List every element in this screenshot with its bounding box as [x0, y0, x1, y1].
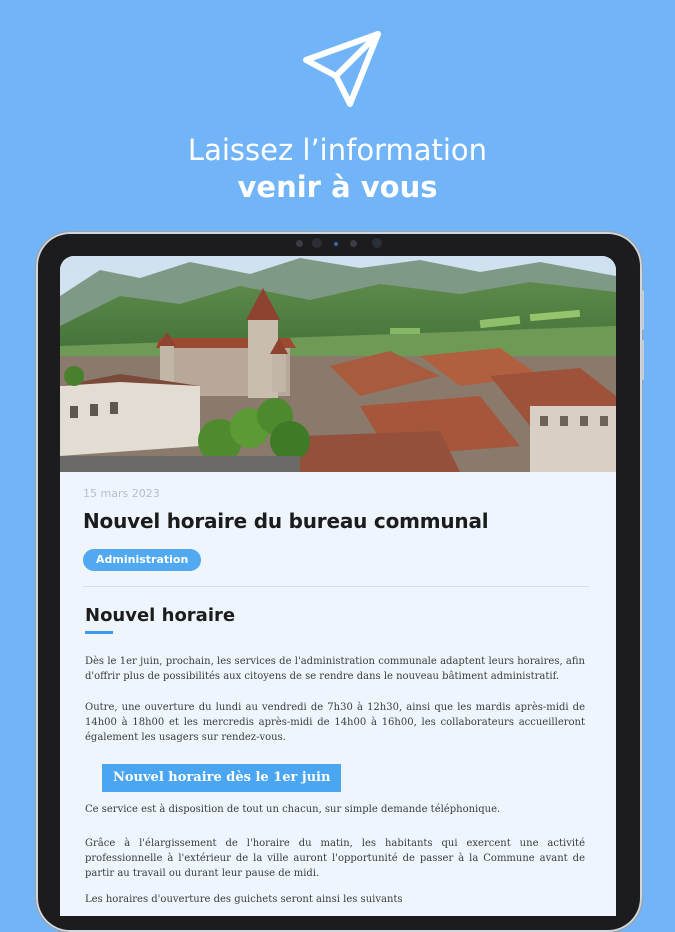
- headline-line-1: Laissez l’information: [187, 133, 488, 167]
- sensor-dot-2: [350, 240, 357, 247]
- article-paragraph: Grâce à l'élargissement de l'horaire du matin, les habitants qui exercent une activité professionnelle à l'extérieur de la ville auront l'opportunité de passer à la Commune avant de partir au travail ou durant leur pause de midi.: [85, 838, 585, 879]
- volume-button: [641, 290, 644, 330]
- article-paragraph: Ce service est à disposition de tout un chacun, sur simple demande téléphonique.: [85, 804, 501, 815]
- article-paragraph: Les horaires d'ouverture des guichets seront ainsi les suivants: [85, 894, 403, 905]
- article-hero-image: [60, 256, 616, 472]
- camera-icon: [312, 238, 322, 248]
- face-sensor: [372, 238, 382, 248]
- divider: [83, 586, 589, 587]
- section-heading: Nouvel horaire: [85, 605, 236, 626]
- indicator-light: [334, 242, 338, 246]
- tablet-screen[interactable]: [60, 256, 616, 916]
- article-title: Nouvel horaire du bureau communal: [83, 509, 489, 533]
- section-heading-underline: [85, 631, 113, 634]
- headline-line-2: venir à vous: [237, 170, 438, 204]
- category-badge[interactable]: Administration: [83, 549, 201, 571]
- paper-plane-icon: [300, 28, 384, 110]
- article-paragraph: Dès le 1er juin, prochain, les services de l'administration communale adaptent leurs horaires, afin d'offrir plus de possibilités aux citoyens de se rendre dans le nouveau bâtiment administratif.: [85, 656, 585, 682]
- volume-button-2: [641, 340, 644, 380]
- highlight-heading: Nouvel horaire dès le 1er juin: [102, 764, 341, 792]
- sensor-dot: [296, 240, 303, 247]
- article-paragraph: Outre, une ouverture du lundi au vendredi de 7h30 à 12h30, ainsi que les mardis après-midi de 14h00 à 18h00 et les mercredis après-midi de 14h00 à 16h00, les collaborateurs accueilleront également les usagers sur rendez-vous.: [85, 702, 585, 743]
- article-date: 15 mars 2023: [83, 487, 160, 500]
